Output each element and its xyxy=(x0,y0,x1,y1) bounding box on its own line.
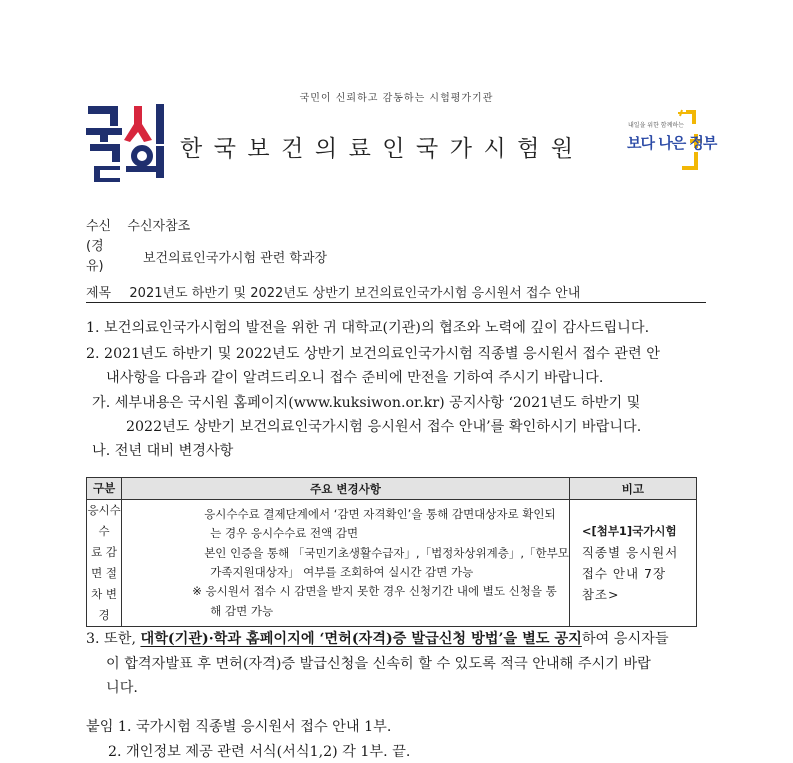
category-cell: 응시수수 료 감면 절 차 변경 xyxy=(87,500,122,627)
paragraph-2-line-1: 2. 2021년도 하반기 및 2022년도 상반기 보건의료인국가시험 직종별 응시원서 접수 관련 안 xyxy=(86,346,660,362)
header-note: 비고 xyxy=(569,478,696,500)
recipient-value: 수신자참조 xyxy=(127,219,191,234)
subject-row xyxy=(86,282,580,301)
attachment-2: 2. 개인정보 제공 관련 서식(서식1,2) 각 1부. 끝. xyxy=(108,744,411,760)
header-category: 구분 xyxy=(87,478,122,500)
paragraph-3-line-3: 니다. xyxy=(106,680,138,696)
paragraph-3-line-1: 3. 또한, 대학(기관)·학과 홈페이지에 ‘면허(자격)증 발급신청 방법’을 별도 공지하여 응시자들 xyxy=(86,631,669,647)
recipient-label: 수신 xyxy=(86,219,112,234)
subject-label: 제목 xyxy=(86,286,112,301)
item-ga-line-1: 가. 세부내용은 국시원 홈페이지(www.kuksiwon.or.kr) 공지사항 ‘2021년도 하반기 및 xyxy=(92,395,641,411)
header-changes: 주요 변경사항 xyxy=(122,478,570,500)
government-logo xyxy=(622,108,717,180)
organization-name: 한국보건의료인국가시험원 xyxy=(180,136,585,162)
paragraph-1: 1. 보건의료인국가시험의 발전을 위한 귀 대학교(기관)의 협조와 노력에 깊이 감사드립니다. xyxy=(86,320,650,336)
subject-value: 2021년도 하반기 및 2022년도 상반기 보건의료인국가시험 응시원서 접수 안내 xyxy=(129,286,581,301)
changes-table xyxy=(86,477,697,627)
slogan: 국민이 신뢰하고 감동하는 시험평가기관 xyxy=(299,93,494,104)
note-cell: <[첨부1]국가시험 직종별 응시원서 접수 안내 7장 참조> xyxy=(569,500,696,627)
paragraph-2-line-2: 내사항을 다음과 같이 알려드리오니 접수 준비에 만전을 기하여 주시기 바랍니다. xyxy=(106,370,604,386)
gov-logo-text: 보다 나은 정부 xyxy=(627,134,717,152)
table-row xyxy=(87,500,697,627)
changes-cell: 응시수수료 결제단계에서 ‘감면 자격확인’을 통해 감면대상자로 확인되 는 경우 응시수수료 전액 감면 본인 인증을 통해 「국민기초생활수급자」,「법정차상위계층」,「한부모 가족지원대상자」 여부를 조회하여 실시간 감면 가능 ※ 응시원서 접수 시 감면을 받지 못한 경우 신청기간 내에 별도 신청을 통 해 감면 가능 xyxy=(122,500,570,627)
paragraph-3-line-2: 이 합격자발표 후 면허(자격)증 발급신청을 신속히 할 수 있도록 적극 안내해 주시기 바랍 xyxy=(106,656,651,672)
highlighted-notice: 대학(기관)·학과 홈페이지에 ‘면허(자격)증 발급신청 방법’을 별도 공지 xyxy=(140,631,582,647)
item-ga-line-2: 2022년도 상반기 보건의료인국가시험 응시원서 접수 안내’를 확인하시기 바랍니다. xyxy=(126,419,642,435)
recipient-row xyxy=(86,215,190,234)
via-value: 보건의료인국가시험 관련 학과장 xyxy=(143,251,328,266)
via-label: (경 유) xyxy=(86,239,104,274)
item-na: 나. 전년 대비 변경사항 xyxy=(92,443,234,459)
attachment-1: 붙임 1. 국가시험 직종별 응시원서 접수 안내 1부. xyxy=(86,719,392,735)
gov-logo-tagline: 내일을 위한 함께하는 xyxy=(628,122,684,129)
table-header-row xyxy=(87,478,697,500)
subject-divider xyxy=(86,302,706,303)
kuksiwon-logo xyxy=(86,102,168,184)
